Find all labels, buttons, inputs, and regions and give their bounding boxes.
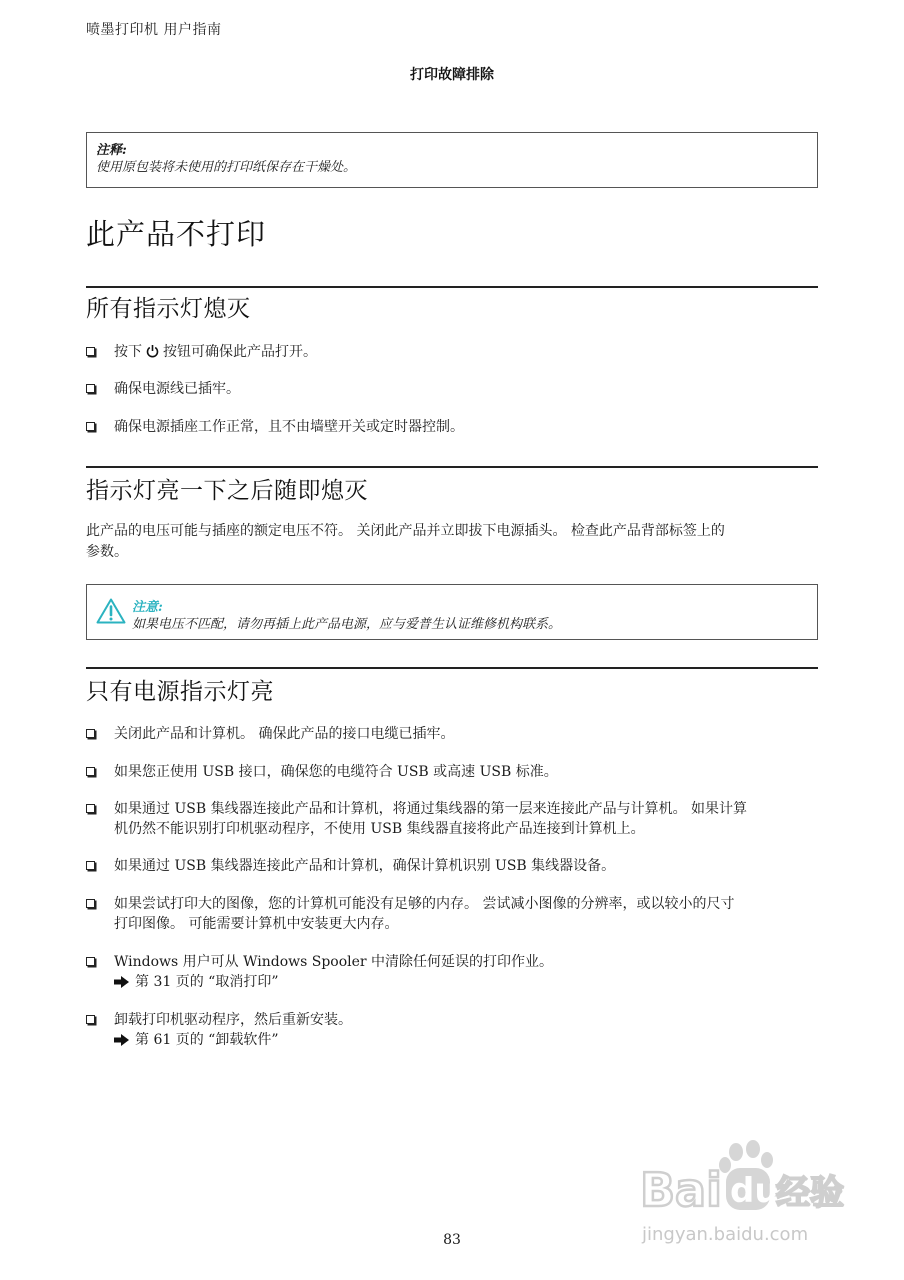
cross-reference-text[interactable]: 第 31 页的 “取消打印” [135,974,279,990]
list-item [86,1010,822,1052]
cross-reference-link[interactable] [114,1030,822,1052]
checkbox-bullet-icon [86,957,95,966]
power-icon [146,344,159,364]
list-item [86,342,822,364]
list-item [86,856,822,876]
section-divider [86,667,818,669]
list-item [86,417,822,437]
watermark-url: jingyan.baidu.com [642,1224,809,1245]
list-item-text: 打印图像。 可能需要计算机中安装更大内存。 [114,916,399,932]
checkbox-bullet-icon [86,347,95,356]
list-item [86,799,822,839]
list-item-text: 如果通过 USB 集线器连接此产品和计算机，将通过集线器的第一层来连接此产品与计算机。 如果计算 [114,801,748,817]
list-item-text: 确保电源插座工作正常，且不由墙壁开关或定时器控制。 [114,419,464,435]
svg-text:du: du [730,1171,779,1211]
note-box [86,132,818,188]
list-item [86,894,822,934]
page-number: 83 [443,1232,461,1248]
paragraph-line: 此产品的电压可能与插座的额定电压不符。 关闭此产品并立即拔下电源插头。 检查此产品背部标签上的 [86,523,725,539]
arrow-right-icon [114,1032,129,1052]
checkbox-bullet-icon [86,422,95,431]
checkbox-bullet-icon [86,899,95,908]
section-title-light-flashes-off: 指示灯亮一下之后随即熄灭 [86,478,368,504]
list-item-text: 按钮可确保此产品打开。 [163,344,317,360]
caution-text: 如果电压不匹配，请勿再插上此产品电源，应与爱普生认证维修机构联系。 [132,617,562,632]
checkbox-bullet-icon [86,384,95,393]
checkbox-bullet-icon [86,804,95,813]
list-item-text: 关闭此产品和计算机。 确保此产品的接口电缆已插牢。 [114,726,455,742]
warning-icon [96,598,126,628]
chapter-title: 打印故障排除 [410,67,494,83]
paragraph-line: 参数。 [86,544,128,560]
list-item-text: 如果尝试打印大的图像，您的计算机可能没有足够的内存。 尝试减小图像的分辨率，或以较小的尺寸 [114,896,735,912]
document-title: 喷墨打印机 用户指南 [86,22,222,38]
arrow-right-icon [114,974,129,994]
cross-reference-link[interactable] [114,972,822,994]
caution-title: 注意: [132,600,163,615]
list-item [86,724,822,744]
list-item-text: 如果通过 USB 集线器连接此产品和计算机，确保计算机识别 USB 集线器设备。 [114,858,616,874]
page-title: 此产品不打印 [86,217,267,251]
paragraph [86,521,822,563]
checkbox-bullet-icon [86,729,95,738]
list-item [86,762,822,782]
list-item-text: 卸载打印机驱动程序，然后重新安装。 [114,1012,352,1028]
list-item [86,379,822,399]
list-item-text: 机仍然不能识别打印机驱动程序，不使用 USB 集线器直接将此产品连接到计算机上。 [114,821,645,837]
checkbox-bullet-icon [86,861,95,870]
list-item-text: Windows 用户可从 Windows Spooler 中清除任何延误的打印作业。 [114,954,554,970]
list-item-text: 如果您正使用 USB 接口，确保您的电缆符合 USB 或高速 USB 标准。 [114,764,558,780]
list-item-text: 按下 [114,344,142,360]
checkbox-bullet-icon [86,1015,95,1024]
svg-text:Bai: Bai [640,1163,722,1217]
list-item-text: 确保电源线已插牢。 [114,381,240,397]
baidu-logo-icon [640,1140,880,1230]
note-text: 使用原包装将未使用的打印纸保存在干燥处。 [96,160,357,175]
section-divider [86,286,818,288]
list-item [86,952,822,994]
checkbox-bullet-icon [86,767,95,776]
section-title-only-power-light-on: 只有电源指示灯亮 [86,679,274,705]
section-divider [86,466,818,468]
cross-reference-text[interactable]: 第 61 页的 “卸载软件” [135,1032,279,1048]
svg-text:经验: 经验 [776,1173,844,1213]
note-title: 注释: [96,143,127,158]
caution-box [86,584,818,640]
section-title-all-lights-off: 所有指示灯熄灭 [86,296,251,322]
